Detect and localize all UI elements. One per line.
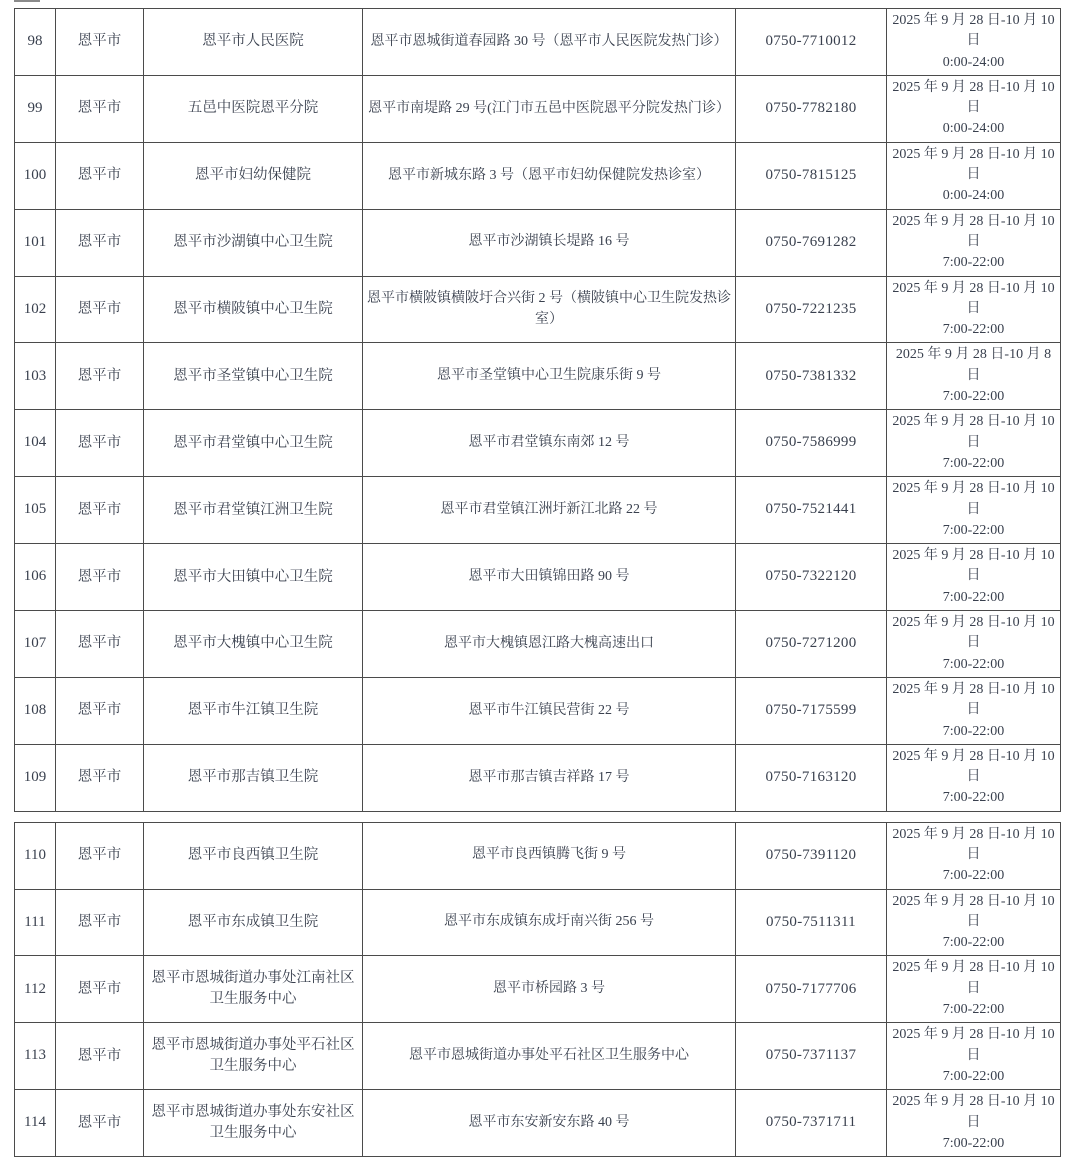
facility-name-cell: 恩平市大槐镇中心卫生院: [144, 611, 363, 678]
facility-name-cell: 恩平市牛江镇卫生院: [144, 677, 363, 744]
index-cell: 108: [15, 677, 56, 744]
facility-name-cell: 恩平市圣堂镇中心卫生院: [144, 343, 363, 410]
city-cell: 恩平市: [56, 544, 144, 611]
phone-cell: 0750-7271200: [736, 611, 887, 678]
city-cell: 恩平市: [56, 822, 144, 889]
city-cell: 恩平市: [56, 1023, 144, 1090]
facility-name-cell: 恩平市东成镇卫生院: [144, 889, 363, 956]
table-row: [15, 611, 1061, 678]
schedule-date: 2025 年 9 月 28 日-10 月 10 日: [892, 548, 1055, 584]
table-row: [15, 1023, 1061, 1090]
index-cell: 109: [15, 744, 56, 811]
schedule-date: 2025 年 9 月 28 日-10 月 10 日: [892, 481, 1055, 517]
address-cell: 恩平市圣堂镇中心卫生院康乐街 9 号: [363, 343, 736, 410]
phone-cell: 0750-7521441: [736, 477, 887, 544]
schedule-time: 7:00-22:00: [942, 589, 1005, 605]
schedule-date: 2025 年 9 月 28 日-10 月 10 日: [892, 146, 1055, 183]
index-cell: 105: [15, 477, 56, 544]
phone-cell: 0750-7815125: [736, 142, 887, 209]
schedule-time: 7:00-22:00: [942, 656, 1005, 672]
schedule-cell: [887, 209, 1061, 276]
city-cell: 恩平市: [56, 744, 144, 811]
schedule-date: 2025 年 9 月 28 日-10 月 10 日: [892, 13, 1055, 49]
schedule-time: 7:00-22:00: [942, 455, 1005, 471]
schedule-time: 7:00-22:00: [942, 1002, 1005, 1018]
schedule-cell: [887, 611, 1061, 678]
schedule-date: 2025 年 9 月 28 日-10 月 10 日: [892, 1094, 1055, 1130]
phone-cell: 0750-7322120: [736, 544, 887, 611]
table-row: [15, 209, 1061, 276]
index-cell: 103: [15, 343, 56, 410]
city-cell: 恩平市: [56, 142, 144, 209]
address-cell: 恩平市桥园路 3 号: [363, 956, 736, 1023]
table-row: [15, 677, 1061, 744]
table-row: [15, 956, 1061, 1023]
phone-cell: 0750-7391120: [736, 822, 887, 889]
schedule-cell: [887, 142, 1061, 209]
index-cell: 114: [15, 1090, 56, 1157]
city-cell: 恩平市: [56, 410, 144, 477]
city-cell: 恩平市: [56, 1090, 144, 1157]
facility-name-cell: 恩平市沙湖镇中心卫生院: [144, 209, 363, 276]
facility-name-cell: 恩平市横陂镇中心卫生院: [144, 276, 363, 343]
schedule-cell: [887, 276, 1061, 343]
facility-name-cell: 恩平市妇幼保健院: [144, 142, 363, 209]
index-cell: 102: [15, 276, 56, 343]
schedule-cell: [887, 744, 1061, 811]
phone-cell: 0750-7381332: [736, 343, 887, 410]
table-row: [15, 9, 1061, 76]
schedule-cell: [887, 410, 1061, 477]
index-cell: 101: [15, 209, 56, 276]
schedule-cell: [887, 822, 1061, 889]
schedule-time: 0:00-24:00: [942, 121, 1005, 137]
schedule-cell: [887, 9, 1061, 76]
city-cell: 恩平市: [56, 477, 144, 544]
address-cell: 恩平市恩城街道办事处平石社区卫生服务中心: [363, 1023, 736, 1090]
schedule-time: 7:00-22:00: [942, 1068, 1005, 1084]
address-cell: 恩平市东安新安东路 40 号: [363, 1090, 736, 1157]
schedule-cell: [887, 544, 1061, 611]
facility-tables: [14, 8, 1060, 1157]
facility-name-cell: 恩平市那吉镇卫生院: [144, 744, 363, 811]
city-cell: 恩平市: [56, 956, 144, 1023]
phone-cell: 0750-7221235: [736, 276, 887, 343]
table-row: [15, 544, 1061, 611]
index-cell: 100: [15, 142, 56, 209]
table-row: [15, 477, 1061, 544]
schedule-date: 2025 年 9 月 28 日-10 月 10 日: [892, 213, 1055, 249]
address-cell: 恩平市牛江镇民营街 22 号: [363, 677, 736, 744]
schedule-time: 0:00-24:00: [942, 188, 1005, 204]
index-cell: 111: [15, 889, 56, 956]
schedule-date: 2025 年 9 月 28 日-10 月 10 日: [892, 1027, 1055, 1063]
facility-name-cell: 恩平市恩城街道办事处江南社区卫生服务中心: [144, 956, 363, 1023]
schedule-cell: [887, 477, 1061, 544]
address-cell: 恩平市大田镇锦田路 90 号: [363, 544, 736, 611]
city-cell: 恩平市: [56, 343, 144, 410]
address-cell: 恩平市良西镇腾飞街 9 号: [363, 822, 736, 889]
city-cell: 恩平市: [56, 276, 144, 343]
facility-name-cell: 恩平市恩城街道办事处东安社区卫生服务中心: [144, 1090, 363, 1157]
facility-name-cell: 恩平市君堂镇中心卫生院: [144, 410, 363, 477]
phone-cell: 0750-7177706: [736, 956, 887, 1023]
schedule-cell: [887, 1023, 1061, 1090]
phone-cell: 0750-7175599: [736, 677, 887, 744]
schedule-cell: [887, 1090, 1061, 1157]
city-cell: 恩平市: [56, 677, 144, 744]
city-cell: 恩平市: [56, 611, 144, 678]
facility-name-cell: 恩平市人民医院: [144, 9, 363, 76]
table-row: [15, 410, 1061, 477]
facility-table-section-1: [14, 8, 1061, 812]
schedule-date: 2025 年 9 月 28 日-10 月 10 日: [892, 79, 1055, 116]
table-row: [15, 142, 1061, 209]
clipped-row-border-fragment: [14, 0, 40, 2]
address-cell: 恩平市沙湖镇长堤路 16 号: [363, 209, 736, 276]
schedule-time: 7:00-22:00: [942, 322, 1005, 338]
phone-cell: 0750-7511311: [736, 889, 887, 956]
schedule-date: 2025 年 9 月 28 日-10 月 10 日: [892, 681, 1055, 718]
schedule-date: 2025 年 9 月 28 日-10 月 10 日: [892, 280, 1055, 316]
table-section-gap: [14, 812, 1060, 822]
phone-cell: 0750-7371137: [736, 1023, 887, 1090]
table-row: [15, 889, 1061, 956]
phone-cell: 0750-7163120: [736, 744, 887, 811]
schedule-time: 0:00-24:00: [942, 54, 1005, 70]
table-row: [15, 822, 1061, 889]
phone-cell: 0750-7782180: [736, 75, 887, 142]
table-row: [15, 343, 1061, 410]
index-cell: 106: [15, 544, 56, 611]
address-cell: 恩平市新城东路 3 号（恩平市妇幼保健院发热诊室）: [363, 142, 736, 209]
table-row: [15, 744, 1061, 811]
facility-name-cell: 五邑中医院恩平分院: [144, 75, 363, 142]
schedule-time: 7:00-22:00: [942, 389, 1005, 405]
table-row: [15, 276, 1061, 343]
facility-name-cell: 恩平市大田镇中心卫生院: [144, 544, 363, 611]
phone-cell: 0750-7691282: [736, 209, 887, 276]
schedule-date: 2025 年 9 月 28 日-10 月 8 日: [895, 347, 1052, 383]
schedule-date: 2025 年 9 月 28 日-10 月 10 日: [892, 826, 1055, 862]
city-cell: 恩平市: [56, 889, 144, 956]
schedule-time: 7:00-22:00: [942, 868, 1005, 884]
address-cell: 恩平市恩城街道春园路 30 号（恩平市人民医院发热门诊）: [363, 9, 736, 76]
address-cell: 恩平市横陂镇横陂圩合兴街 2 号（横陂镇中心卫生院发热诊室）: [363, 276, 736, 343]
schedule-cell: [887, 956, 1061, 1023]
index-cell: 112: [15, 956, 56, 1023]
schedule-date: 2025 年 9 月 28 日-10 月 10 日: [892, 414, 1055, 450]
schedule-date: 2025 年 9 月 28 日-10 月 10 日: [892, 893, 1055, 929]
schedule-date: 2025 年 9 月 28 日-10 月 10 日: [892, 748, 1055, 785]
schedule-time: 7:00-22:00: [942, 790, 1005, 806]
schedule-date: 2025 年 9 月 28 日-10 月 10 日: [892, 960, 1055, 996]
facility-table-section-2: [14, 822, 1061, 1157]
index-cell: 104: [15, 410, 56, 477]
phone-cell: 0750-7371711: [736, 1090, 887, 1157]
city-cell: 恩平市: [56, 209, 144, 276]
facility-name-cell: 恩平市君堂镇江洲卫生院: [144, 477, 363, 544]
schedule-cell: [887, 75, 1061, 142]
facility-name-cell: 恩平市良西镇卫生院: [144, 822, 363, 889]
schedule-cell: [887, 889, 1061, 956]
phone-cell: 0750-7586999: [736, 410, 887, 477]
address-cell: 恩平市君堂镇江洲圩新江北路 22 号: [363, 477, 736, 544]
table-row: [15, 75, 1061, 142]
schedule-time: 7:00-22:00: [942, 1135, 1005, 1151]
schedule-time: 7:00-22:00: [942, 255, 1005, 271]
facility-name-cell: 恩平市恩城街道办事处平石社区卫生服务中心: [144, 1023, 363, 1090]
phone-cell: 0750-7710012: [736, 9, 887, 76]
address-cell: 恩平市君堂镇东南郊 12 号: [363, 410, 736, 477]
index-cell: 98: [15, 9, 56, 76]
schedule-cell: [887, 677, 1061, 744]
address-cell: 恩平市东成镇东成圩南兴街 256 号: [363, 889, 736, 956]
address-cell: 恩平市大槐镇恩江路大槐高速出口: [363, 611, 736, 678]
index-cell: 99: [15, 75, 56, 142]
index-cell: 110: [15, 822, 56, 889]
schedule-time: 7:00-22:00: [942, 935, 1005, 951]
city-cell: 恩平市: [56, 9, 144, 76]
schedule-time: 7:00-22:00: [942, 522, 1005, 538]
schedule-cell: [887, 343, 1061, 410]
index-cell: 107: [15, 611, 56, 678]
schedule-date: 2025 年 9 月 28 日-10 月 10 日: [892, 615, 1055, 651]
city-cell: 恩平市: [56, 75, 144, 142]
index-cell: 113: [15, 1023, 56, 1090]
address-cell: 恩平市那吉镇吉祥路 17 号: [363, 744, 736, 811]
schedule-time: 7:00-22:00: [942, 723, 1005, 739]
table-row: [15, 1090, 1061, 1157]
address-cell: 恩平市南堤路 29 号(江门市五邑中医院恩平分院发热门诊）: [363, 75, 736, 142]
